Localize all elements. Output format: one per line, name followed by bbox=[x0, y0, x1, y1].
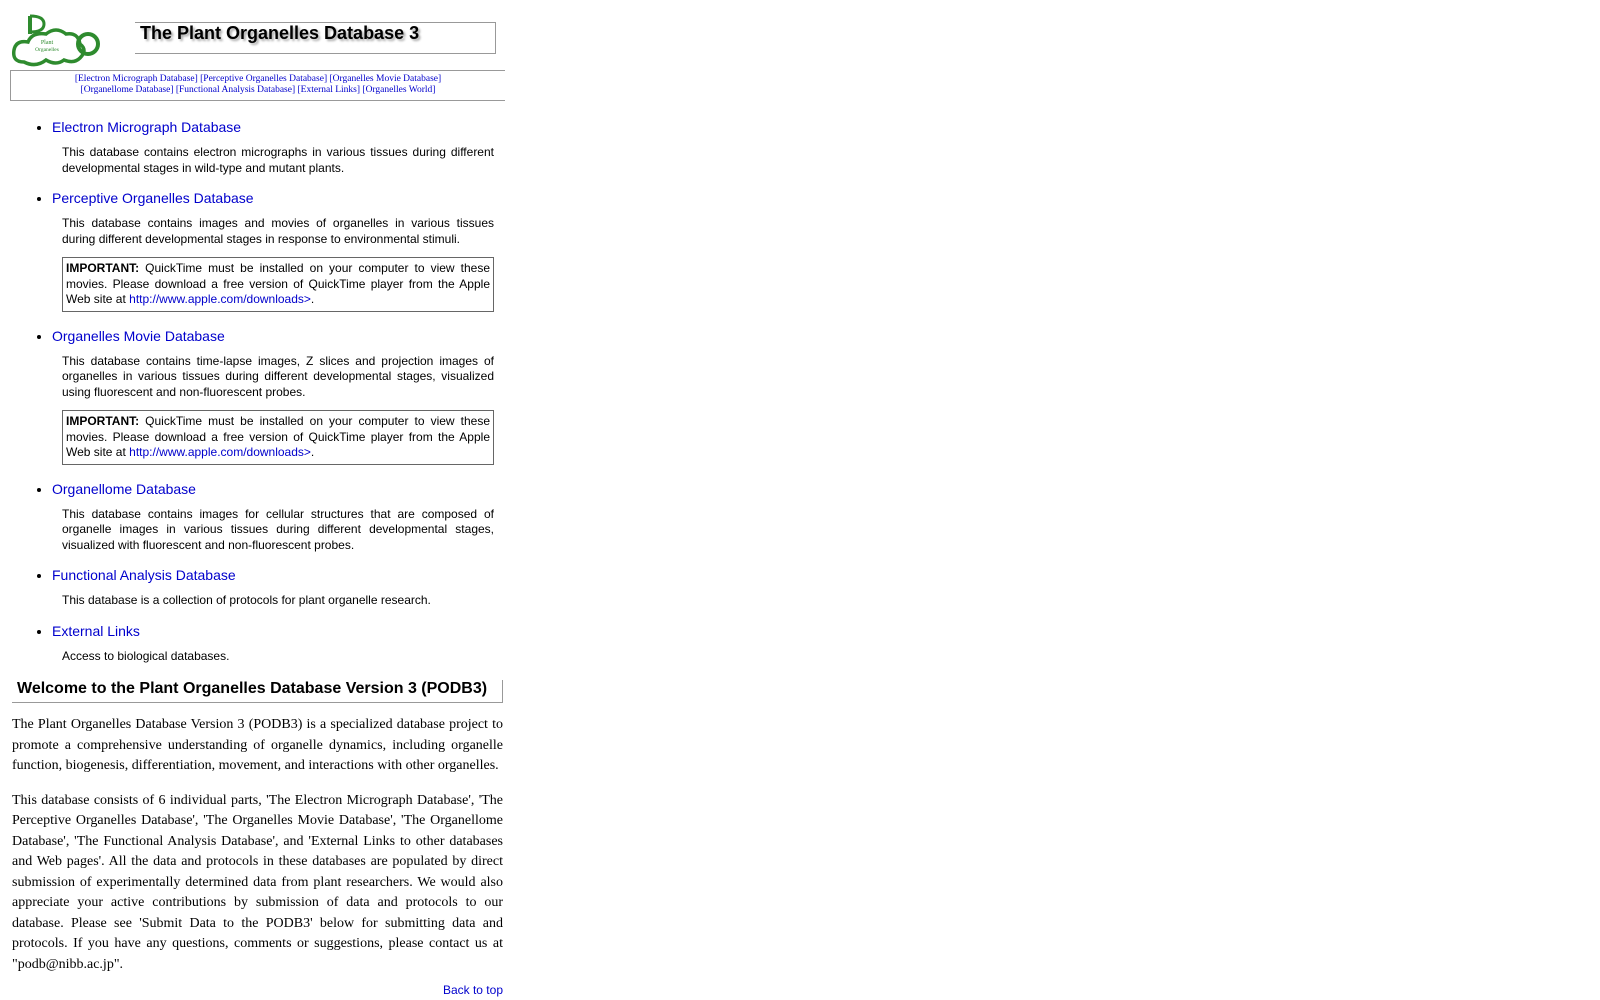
nav-link-external-links[interactable]: [External Links] bbox=[297, 85, 361, 95]
database-description: This database contains electron micrographs in various tissues during different developmental stages in wild-type and mutant plants. bbox=[62, 145, 494, 175]
nav-link-organellome[interactable]: [Organellome Database] bbox=[80, 85, 174, 95]
link-organelles-movie-database[interactable]: • Organelles Movie Database bbox=[52, 327, 225, 344]
database-description: This database contains images and movies of organelles in various tissues during different developmental stages in response to environmental stimuli. bbox=[62, 216, 494, 246]
database-description: This database contains time-lapse images, Z slices and projection images of organelles in various tissues during different developmental stages, visualized using fluorescent and non-fluorescent probes. bbox=[62, 353, 494, 399]
page-title: The Plant Organelles Database 3 bbox=[140, 23, 420, 43]
list-item bbox=[52, 324, 505, 465]
logo-text-plant: Plant bbox=[40, 40, 54, 46]
list-item bbox=[52, 186, 505, 312]
logo-text-organelles: Organelles bbox=[35, 47, 59, 53]
important-text: QuickTime must be installed on your computer to view these movies. Please download a free version of QuickTime player from the Apple Web site at bbox=[66, 414, 490, 459]
database-description: This database is a collection of protocols for plant organelle research. bbox=[62, 593, 431, 607]
header bbox=[10, 10, 505, 70]
nav-link-functional-analysis[interactable]: [Functional Analysis Database] bbox=[175, 85, 296, 95]
apple-downloads-link[interactable]: http://www.apple.com/downloads> bbox=[129, 292, 311, 306]
link-perceptive-organelles-database[interactable]: • Perceptive Organelles Database bbox=[52, 190, 254, 206]
important-label: IMPORTANT: bbox=[66, 414, 140, 428]
list-item bbox=[52, 477, 505, 554]
important-notice bbox=[62, 257, 494, 312]
welcome-heading-box bbox=[12, 680, 503, 703]
nav-link-organelles-movie[interactable]: [Organelles Movie Database] bbox=[329, 74, 442, 84]
list-item bbox=[52, 115, 505, 176]
link-functional-analysis-database[interactable]: • Functional Analysis Database bbox=[52, 567, 236, 583]
back-to-top-container bbox=[10, 983, 503, 997]
details-paragraph: This database consists of 6 individual parts, 'The Electron Micrograph Database', 'The Perceptive Organelles Database', 'The Organelles Movie Database', 'The Organellome Database', 'The Functional Analysis Database', and 'External Links to other databases and Web pages'. All the data and protocols in these databases are populated by direct submission of experimentally determined data from plant researchers. We would also appreciate your active contributions by submission of data and protocols to our database. Please see 'Submit Data to the PODB3' below for submitting data and protocols. If you have any questions, comments or suggestions, please contact us at "podb@nibb.ac.jp". bbox=[12, 792, 503, 972]
nav-bar bbox=[10, 70, 505, 101]
nav-row-1 bbox=[11, 74, 505, 85]
important-label: IMPORTANT: bbox=[66, 261, 140, 275]
intro-paragraph: The Plant Organelles Database Version 3 (PODB3) is a specialized database project to promote a comprehensive understanding of organelle dynamics, including organelle function, biogenesis, differentiation, movement, and interactions with other organelles. bbox=[12, 717, 503, 773]
nav-link-organelles-world[interactable]: [Organelles World] bbox=[362, 85, 436, 95]
list-item bbox=[52, 563, 505, 609]
page-content bbox=[10, 10, 505, 997]
database-description: This database contains images for cellular structures that are composed of organelle images in various tissues during different developmental stages, visualized with fluorescent and non-fluorescent probes. bbox=[62, 506, 494, 552]
plant-organelles-logo[interactable] bbox=[10, 12, 102, 68]
important-end: . bbox=[310, 445, 315, 459]
link-organellome-database[interactable]: • Organellome Database bbox=[52, 480, 196, 497]
back-to-top-link[interactable]: Back to top bbox=[442, 983, 503, 997]
link-external-links[interactable]: • External Links bbox=[52, 622, 140, 639]
list-item bbox=[52, 619, 505, 665]
nav-row-2 bbox=[11, 85, 505, 96]
important-notice bbox=[62, 410, 494, 465]
nav-link-electron-micrograph[interactable]: [Electron Micrograph Database] bbox=[74, 74, 198, 84]
database-list bbox=[10, 115, 505, 664]
nav-link-perceptive-organelles[interactable]: [Perceptive Organelles Database] bbox=[200, 74, 328, 84]
database-description: Access to biological databases. bbox=[62, 648, 230, 663]
link-electron-micrograph-database[interactable]: • Electron Micrograph Database bbox=[52, 119, 242, 135]
apple-downloads-link[interactable]: http://www.apple.com/downloads> bbox=[129, 445, 311, 459]
important-end: . bbox=[310, 292, 315, 306]
title-box bbox=[135, 22, 496, 54]
important-text: QuickTime must be installed on your computer to view these movies. Please download a free version of QuickTime player from the Apple Web site at bbox=[66, 261, 490, 306]
welcome-heading: Welcome to the Plant Organelles Database Version 3 (PODB3) bbox=[17, 680, 488, 697]
